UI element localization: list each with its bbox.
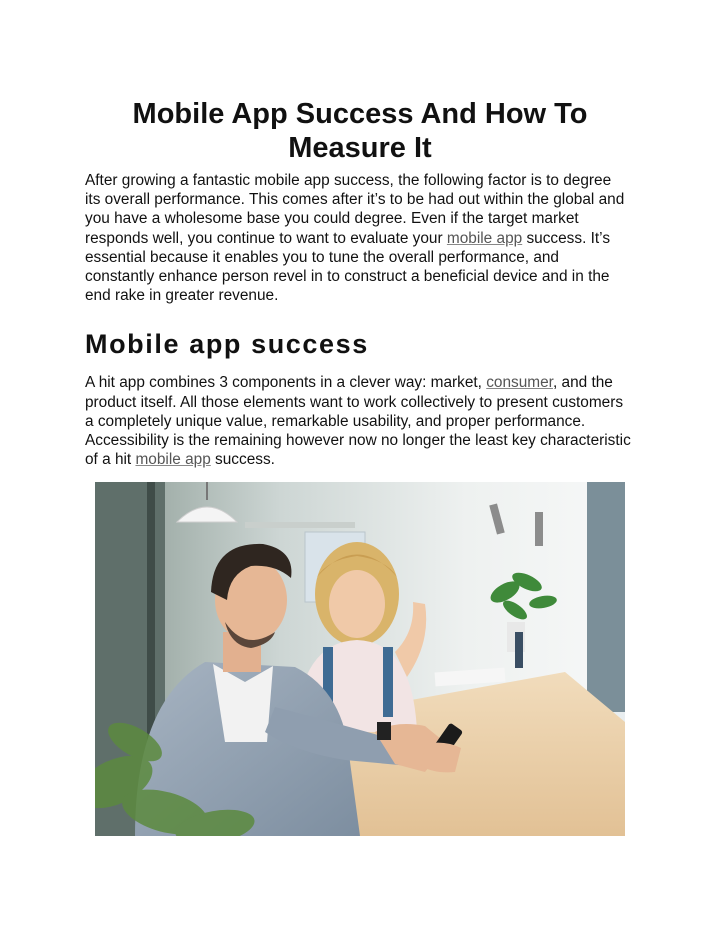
intro-paragraph [85, 171, 630, 305]
section-text-2: , and the product itself. All those elements want to work collectively to present customers a completely unique value, remarkable usability, and proper performance. Accessibility is the remaining however now no longer the least key characteristic of a hit [85, 374, 631, 469]
document-page [85, 0, 635, 469]
section-text-3: success. [210, 451, 275, 469]
consumer-link[interactable]: consumer [486, 374, 553, 392]
photo-couple-with-phone [95, 482, 625, 836]
mobile-app-link-2[interactable]: mobile app [135, 451, 211, 469]
article-title: Mobile App Success And How To Measure It [132, 98, 588, 164]
article-photo [95, 482, 625, 836]
section-paragraph [85, 373, 633, 469]
section-text-1: A hit app combines 3 components in a clever way: market, [85, 374, 487, 392]
intro-text-1: After growing a fantastic mobile app success, the following factor is to degree its overall performance. This comes after it’s to be had out within the global and you have a wholesome base you could degree. Even if the target market responds well, you continue to want to evaluate your [85, 172, 625, 247]
intro-text-2: success. It’s essential because it enables you to tune the overall performance, and constantly enhance person revel in to construct a beneficial device and in the end rake in greater revenue. [85, 229, 611, 305]
section-heading: Mobile app success [85, 329, 369, 360]
mobile-app-link[interactable]: mobile app [446, 229, 523, 247]
